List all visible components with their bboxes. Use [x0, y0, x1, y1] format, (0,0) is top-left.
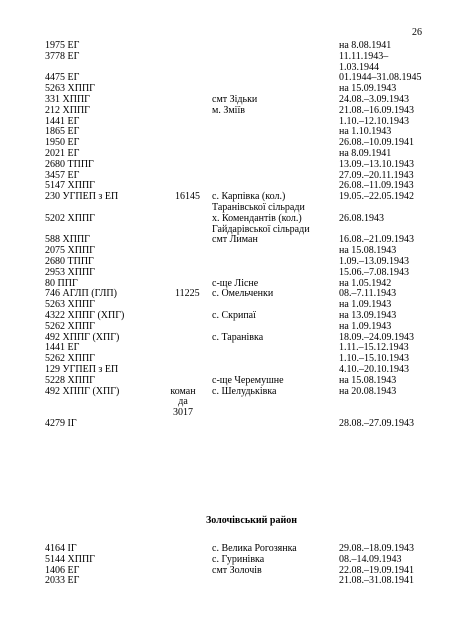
unit-number-cell: 16145 — [175, 191, 200, 203]
table-row — [0, 322, 453, 333]
date-cell: на 8.09.1941 — [339, 147, 392, 159]
date-cell: на 1.09.1943 — [339, 320, 392, 332]
unit-number-cell: 11225 — [175, 288, 200, 300]
date-cell: 21.08.–31.08.1941 — [339, 575, 414, 587]
unit-cell: 2075 ХППГ — [45, 245, 95, 257]
unit-cell: 331 ХППГ — [45, 93, 90, 105]
units-table-zolochiv — [0, 544, 453, 587]
table-row — [0, 192, 453, 214]
unit-cell: 3457 ЕГ — [45, 169, 80, 181]
unit-number-cell: коман да 3017 — [170, 385, 196, 419]
unit-cell: 230 УГПЕП з ЕП — [45, 191, 119, 203]
date-cell: 26.08.1943 — [339, 212, 384, 224]
unit-cell: 746 АГЛП (ГЛП) — [45, 288, 117, 300]
place-cell: с. Скрипаї — [212, 309, 256, 321]
date-cell: 1.10.–15.10.1943 — [339, 353, 409, 365]
unit-cell: 5263 ХППГ — [45, 299, 95, 311]
unit-cell: 4322 ХППГ (ХПГ) — [45, 309, 125, 321]
date-cell: на 15.09.1943 — [339, 83, 397, 95]
unit-cell: 5263 ХППГ — [45, 83, 95, 95]
table-row — [0, 555, 453, 566]
unit-cell: 212 ХППГ — [45, 104, 90, 116]
unit-cell: 5144 ХППГ — [45, 553, 95, 565]
unit-cell: 588 ХППГ — [45, 234, 90, 246]
unit-cell: 2680 ТППГ — [45, 158, 94, 170]
date-cell: на 15.08.1943 — [339, 245, 397, 257]
table-row — [0, 376, 453, 387]
place-cell: смт Зідьки — [212, 93, 258, 105]
table-row — [0, 52, 453, 74]
date-cell: 4.10.–20.10.1943 — [339, 363, 409, 375]
place-cell: смт Лиман — [212, 234, 258, 246]
place-cell: смт Золочів — [212, 564, 262, 576]
units-table — [0, 41, 453, 430]
unit-cell: 492 ХППГ (ХПГ) — [45, 331, 120, 343]
date-cell: 08.–7.11.1943 — [339, 288, 397, 300]
date-cell: 08.–14.09.1943 — [339, 553, 402, 565]
date-cell: 27.09.–20.11.1943 — [339, 169, 414, 181]
date-cell: на 8.08.1941 — [339, 40, 392, 51]
table-row — [0, 160, 453, 171]
date-cell: на 13.09.1943 — [339, 309, 397, 321]
table-row — [0, 576, 453, 587]
date-cell: 29.08.–18.09.1943 — [339, 543, 414, 554]
unit-cell: 4164 ІГ — [45, 543, 77, 554]
page-number: 26 — [412, 27, 422, 38]
place-cell: с. Таранівка — [212, 331, 264, 343]
unit-cell: 2953 ХППГ — [45, 266, 95, 278]
unit-cell: 4279 ІГ — [45, 417, 77, 429]
unit-cell: 3778 ЕГ — [45, 50, 80, 62]
unit-cell: 5262 ХППГ — [45, 353, 95, 365]
table-row — [0, 106, 453, 117]
date-cell: на 1.05.1942 — [339, 277, 392, 289]
section-title: Золочівський район — [205, 515, 298, 526]
table-row — [0, 419, 453, 430]
unit-cell: 1406 ЕГ — [45, 564, 80, 576]
place-cell: с. Омельченки — [212, 288, 274, 300]
unit-cell: 5228 ХППГ — [45, 374, 95, 386]
date-cell: 28.08.–27.09.1943 — [339, 417, 414, 429]
unit-cell: 5147 ХППГ — [45, 180, 95, 192]
date-cell: 1.11.–15.12.1943 — [339, 342, 409, 354]
date-cell: 11.11.1943– 1.03.1944 — [339, 50, 389, 73]
place-cell: с. Велика Рогозянка — [212, 543, 297, 554]
unit-cell: 1441 ЕГ — [45, 342, 80, 354]
date-cell: 24.08.–3.09.1943 — [339, 93, 409, 105]
place-cell: с. Шелудьківка — [212, 385, 277, 397]
date-cell: 26.08.–10.09.1941 — [339, 137, 414, 149]
unit-cell: 1975 ЕГ — [45, 40, 80, 51]
date-cell: 01.1944–31.08.1945 — [339, 72, 422, 84]
unit-cell: 2680 ТППГ — [45, 255, 94, 267]
table-row — [0, 268, 453, 279]
unit-cell: 5262 ХППГ — [45, 320, 95, 332]
place-cell: с. Карпівка (кол.) Таранівської сільради — [212, 191, 305, 213]
place-cell: х. Комендантів (кол.) Гайдарівської сільради — [212, 212, 310, 235]
unit-cell: 1441 ЕГ — [45, 115, 80, 127]
place-cell: м. Зміїв — [212, 104, 245, 116]
date-cell: 21.08.–16.09.1943 — [339, 104, 414, 116]
unit-cell: 80 ППГ — [45, 277, 78, 289]
unit-cell: 492 ХППГ (ХПГ) — [45, 385, 120, 397]
unit-cell: 5202 ХППГ — [45, 212, 95, 224]
unit-cell: 4475 ЕГ — [45, 72, 80, 84]
date-cell: 13.09.–13.10.1943 — [339, 158, 414, 170]
place-cell: с-ще Черемушне — [212, 374, 284, 386]
date-cell: на 15.08.1943 — [339, 374, 397, 386]
table-row — [0, 214, 453, 236]
date-cell: на 20.08.1943 — [339, 385, 397, 397]
date-cell: 16.08.–21.09.1943 — [339, 234, 414, 246]
table-row — [0, 387, 453, 419]
date-cell: 15.06.–7.08.1943 — [339, 266, 409, 278]
date-cell: 22.08.–19.09.1941 — [339, 564, 414, 576]
unit-cell: 129 УГПЕП з ЕП — [45, 363, 119, 375]
unit-cell: 2021 ЕГ — [45, 147, 80, 159]
place-cell: с-ще Лісне — [212, 277, 259, 289]
date-cell: 19.05.–22.05.1942 — [339, 191, 414, 203]
date-cell: 1.09.–13.09.1943 — [339, 255, 409, 267]
unit-cell: 2033 ЕГ — [45, 575, 80, 587]
date-cell: на 1.09.1943 — [339, 299, 392, 311]
date-cell: 26.08.–11.09.1943 — [339, 180, 414, 192]
date-cell: 1.10.–12.10.1943 — [339, 115, 409, 127]
unit-cell: 1950 ЕГ — [45, 137, 80, 149]
unit-cell: 1865 ЕГ — [45, 126, 80, 138]
date-cell: 18.09.–24.09.1943 — [339, 331, 414, 343]
date-cell: на 1.10.1943 — [339, 126, 392, 138]
place-cell: с. Гуринівка — [212, 553, 265, 565]
